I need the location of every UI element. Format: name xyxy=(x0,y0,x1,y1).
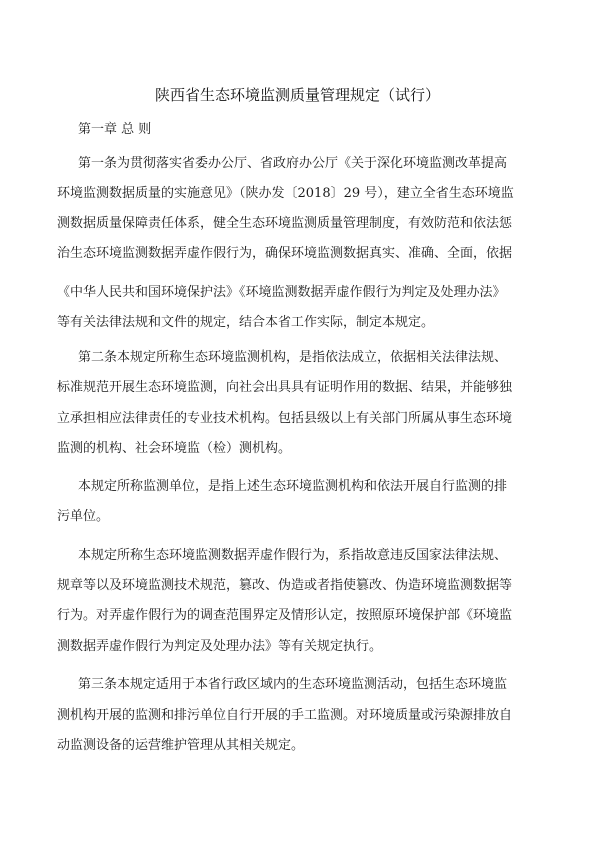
paragraph-line: 第一条为贯彻落实省委办公厅、省政府办公厅《关于深化环境监测改革提高 xyxy=(78,156,508,171)
paragraph-line: 测数据弄虚作假行为判定及处理办法》等有关规定执行。 xyxy=(57,639,383,654)
paragraph-line: 第二条本规定所称生态环境监测机构，是指依法成立，依据相关法律法规、 xyxy=(78,350,508,365)
paragraph-line: 污单位。 xyxy=(57,509,110,524)
paragraph-line: 等有关法律法规和文件的规定，结合本省工作实际，制定本规定。 xyxy=(57,315,435,330)
paragraph-line: 立承担相应法律责任的专业技术机构。包括县级以上有关部门所属从事生态环境 xyxy=(57,411,513,426)
paragraph-line: 测机构开展的监测和排污单位自行开展的手工监测。对环境质量或污染源排放自 xyxy=(57,708,513,723)
paragraph-line: 治生态环境监测数据弄虚作假行为，确保环境监测数据真实、准确、全面，依据 xyxy=(57,246,513,261)
paragraph-line: 本规定所称生态环境监测数据弄虚作假行为，系指故意违反国家法律法规、 xyxy=(78,548,508,563)
paragraph-line: 行为。对弄虚作假行为的调查范围界定及情形认定，按照原环境保护部《环境监 xyxy=(57,608,513,623)
chapter-heading: 第一章 总 则 xyxy=(78,122,152,137)
paragraph-line: 第三条本规定适用于本省行政区域内的生态环境监测活动，包括生态环境监 xyxy=(78,677,508,692)
document-title: 陕西省生态环境监测质量管理规定（试行） xyxy=(154,86,440,104)
paragraph-line: 标准规范开展生态环境监测，向社会出具具有证明作用的数据、结果，并能够独 xyxy=(57,380,513,395)
paragraph-line: 规章等以及环境监测技术规范，篡改、伪造或者指使篡改、伪造环境监测数据等 xyxy=(57,578,513,593)
paragraph-line: 《中华人民共和国环境保护法》《环境监测数据弄虚作假行为判定及处理办法》 xyxy=(57,285,506,300)
paragraph-line: 监测的机构、社会环境监（检）测机构。 xyxy=(57,441,292,456)
paragraph-line: 本规定所称监测单位，是指上述生态环境监测机构和依法开展自行监测的排 xyxy=(78,479,508,494)
paragraph-line: 测数据质量保障责任体系，健全生态环境监测质量管理制度，有效防范和依法惩 xyxy=(57,216,513,231)
paragraph-line: 环境监测数据质量的实施意见》（陕办发〔2018〕29 号），建立全省生态环境监 xyxy=(57,186,514,201)
paragraph-line: 动监测设备的运营维护管理从其相关规定。 xyxy=(57,738,305,753)
